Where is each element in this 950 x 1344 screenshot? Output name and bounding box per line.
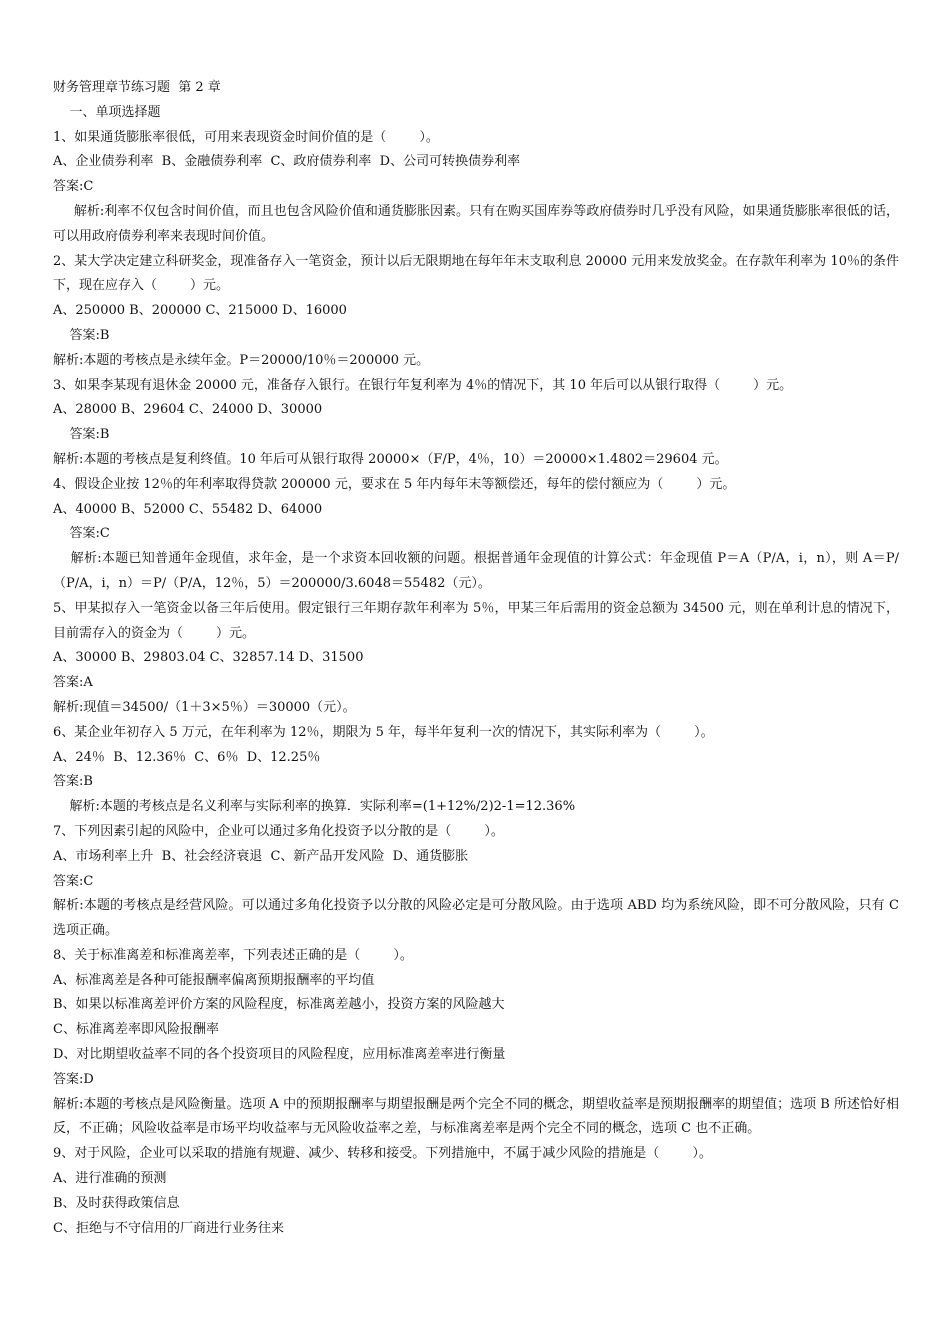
text-line: 答案:A [53,675,93,691]
text-line: B、如果以标准离差评价方案的风险程度，标准离差越小，投资方案的风险越大 [53,997,505,1013]
paragraph: 5、甲某拟存入一笔资金以备三年后使用。假定银行三年期存款年利率为 5％，甲某三年后需用的资金总额为 34500 元，则在单利计息的情况下，目前需存入的资金为（ ）元。 [53,600,899,641]
text-line: B、及时获得政策信息 [53,1195,180,1211]
text-line: 答案:D [53,1071,94,1087]
text-line: 答案:B [53,427,110,443]
text-line: C、拒绝与不守信用的厂商进行业务往来 [53,1220,284,1236]
text-line: A、24％ B、12.36％ C、6％ D、12.25％ [53,749,321,765]
text-line: 4、假设企业按 12％的年利率取得贷款 200000 元，要求在 5 年内每年末等额偿还，每年的偿付额应为（ ）元。 [53,476,736,492]
text-line: 9、对于风险，企业可以采取的措施有规避、减少、转移和接受。下列措施中，不属于减少风险的措施是（ ）。 [53,1146,712,1162]
text-line: A、28000 B、29604 C、24000 D、30000 [53,402,323,418]
text-line: A、企业债券利率 B、金融债券利率 C、政府债券利率 D、公司可转换债券利率 [53,154,521,170]
text-line: D、对比期望收益率不同的各个投资项目的风险程度，应用标准离差率进行衡量 [53,1047,506,1063]
text-line: A、40000 B、52000 C、55482 D、64000 [53,501,323,517]
text-line: 答案:B [53,774,93,790]
text-line: A、标准离差是各种可能报酬率偏离预期报酬率的平均值 [53,972,375,988]
text-line: 解析:本题的考核点是永续年金。P＝20000/10％＝200000 元。 [53,352,430,368]
document-page [53,76,904,1241]
text-line: 6、某企业年初存入 5 万元，在年利率为 12％，期限为 5 年，每半年复利一次的情况下，其实际利率为（ ）。 [53,724,714,740]
paragraph: 2、某大学决定建立科研奖金，现准备存入一笔资金，预计以后无限期地在每年年末支取利息 20000 元用来发放奖金。在存款年利率为 10％的条件下，现在应存入（ ）元。 [53,253,899,294]
text-line: 答案:C [53,179,94,195]
paragraph: 解析:利率不仅包含时间价值，而且也包含风险价值和通货膨胀因素。只有在购买国库券等政府债券时几乎没有风险，如果通货膨胀率很低的话，可以用政府债券利率来表现时间价值。 [53,203,899,244]
text-line: 答案:B [53,327,110,343]
text-line: 解析:本题的考核点是名义利率与实际利率的换算．实际利率=(1+12%/2)2-1=12.36% [53,799,576,815]
text-line: 3、如果李某现有退休金 20000 元，准备存入银行。在银行年复利率为 4％的情况下，其 10 年后可以从银行取得（ ）元。 [53,377,793,393]
paragraph: 解析:本题的考核点是经营风险。可以通过多角化投资予以分散的风险必定是可分散风险。由于选项 ABD 均为系统风险，即不可分散风险，只有 C 选项正确。 [53,898,904,939]
text-line: A、30000 B、29803.04 C、32857.14 D、31500 [53,650,364,666]
text-line: 答案:C [53,526,110,542]
text-line: A、市场利率上升 B、社会经济衰退 C、新产品开发风险 D、通货膨胀 [53,848,469,864]
document-body [53,101,904,1242]
paragraph: 解析:本题的考核点是风险衡量。选项 A 中的预期报酬率与期望报酬是两个完全不同的概念，期望收益率是预期报酬率的期望值；选项 B 所述恰好相反，不正确；风险收益率是市场平均收益率与无风险收益率之差，与标准离差率是两个完全不同的概念，选项 C 也不正确。 [53,1096,899,1137]
text-line: 解析:现值＝34500/（1＋3×5％）＝30000（元）。 [53,699,356,715]
text-line: 7、下列因素引起的风险中，企业可以通过多角化投资予以分散的是（ ）。 [53,823,504,839]
text-line: 8、关于标准离差和标准离差率，下列表述正确的是（ ）。 [53,947,413,963]
text-line: 解析:本题的考核点是复利终值。10 年后可从银行取得 20000×（F/P，4％，10）＝20000×1.4802＝29604 元。 [53,451,728,467]
text-line: A、250000 B、200000 C、215000 D、16000 [53,303,347,319]
text-line: 答案:C [53,873,94,889]
text-line: 一、单项选择题 [53,104,161,120]
text-line: C、标准离差率即风险报酬率 [53,1022,219,1038]
text-line: 1、如果通货膨胀率很低，可用来表现资金时间价值的是（ ）。 [53,129,439,145]
document-title: 财务管理章节练习题 第 2 章 [53,80,221,95]
paragraph: 解析:本题已知普通年金现值，求年金，是一个求资本回收额的问题。根据普通年金现值的计算公式：年金现值 P＝A（P/A，i，n），则 A＝P/（P/A，i，n）＝P/（P/A，12％，5）＝200000/3.6048＝55482（元）。 [53,551,900,591]
text-line: A、进行准确的预测 [53,1171,167,1187]
